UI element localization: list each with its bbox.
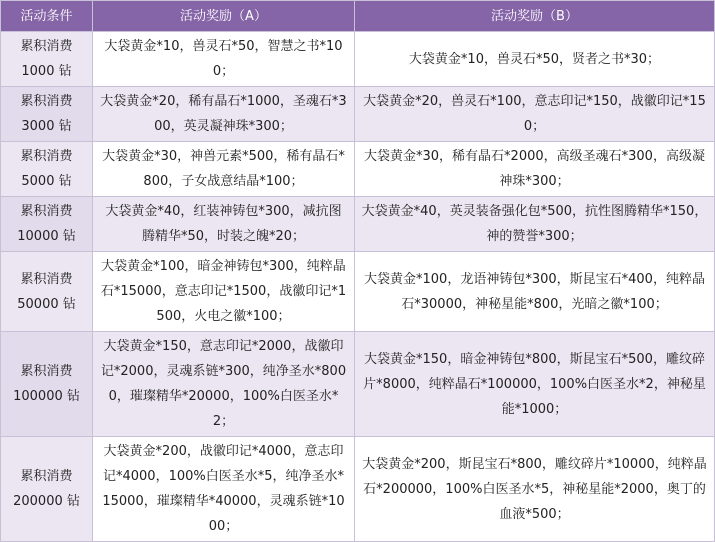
header-row bbox=[1, 1, 715, 32]
reward-a-cell: 大袋黄金*30，神兽元素*500，稀有晶石*800，子女战意结晶*100； bbox=[93, 142, 355, 197]
reward-a-cell: 大袋黄金*150，意志印记*2000，战徽印记*2000，灵魂系链*300，纯净圣水*8000，璀璨精华*20000，100%白医圣水*2； bbox=[93, 332, 355, 437]
header-reward-b: 活动奖励（B） bbox=[355, 1, 715, 32]
reward-a-cell: 大袋黄金*20，稀有晶石*1000，圣魂石*300，英灵凝神珠*300； bbox=[93, 87, 355, 142]
header-condition: 活动条件 bbox=[1, 1, 93, 32]
reward-a-cell: 大袋黄金*10，兽灵石*50，智慧之书*100； bbox=[93, 32, 355, 87]
condition-cell bbox=[1, 32, 93, 87]
condition-amount: 1000 钻 bbox=[21, 64, 72, 79]
header-reward-a: 活动奖励（A） bbox=[93, 1, 355, 32]
condition-amount: 200000 钻 bbox=[13, 494, 80, 509]
condition-cell bbox=[1, 252, 93, 332]
condition-cell bbox=[1, 142, 93, 197]
condition-cell bbox=[1, 437, 93, 542]
table-row bbox=[1, 437, 715, 542]
table-row bbox=[1, 332, 715, 437]
condition-label: 累积消费 bbox=[20, 149, 73, 164]
reward-b-cell: 大袋黄金*20，兽灵石*100，意志印记*150，战徽印记*150； bbox=[355, 87, 715, 142]
condition-label: 累积消费 bbox=[20, 39, 73, 54]
reward-b-cell: 大袋黄金*200，斯昆宝石*800，雕纹碎片*10000，纯粹晶石*200000，100%白医圣水*5，神秘星能*2000，奥丁的血液*500； bbox=[355, 437, 715, 542]
condition-label: 累积消费 bbox=[20, 94, 73, 109]
condition-cell bbox=[1, 332, 93, 437]
reward-b-cell: 大袋黄金*150，暗金神铸包*800，斯昆宝石*500，雕纹碎片*8000，纯粹晶石*100000，100%白医圣水*2，神秘星能*1000； bbox=[355, 332, 715, 437]
condition-cell bbox=[1, 87, 93, 142]
condition-amount: 50000 钻 bbox=[17, 296, 76, 312]
condition-cell bbox=[1, 197, 93, 252]
condition-amount: 5000 钻 bbox=[21, 174, 72, 189]
table-row bbox=[1, 87, 715, 142]
reward-b-cell: 大袋黄金*30，稀有晶石*2000，高级圣魂石*300，高级凝神珠*300； bbox=[355, 142, 715, 197]
reward-b-cell: 大袋黄金*10，兽灵石*50，贤者之书*30； bbox=[355, 32, 715, 87]
reward-a-cell: 大袋黄金*200，战徽印记*4000，意志印记*4000，100%白医圣水*5，纯净圣水*15000，璀璨精华*40000，灵魂系链*1000； bbox=[93, 437, 355, 542]
condition-label: 累积消费 bbox=[20, 364, 73, 379]
table-row bbox=[1, 197, 715, 252]
condition-amount: 10000 钻 bbox=[17, 229, 76, 244]
condition-label: 累积消费 bbox=[20, 204, 73, 219]
condition-label: 累积消费 bbox=[20, 271, 73, 287]
condition-amount: 100000 钻 bbox=[13, 389, 80, 404]
condition-amount: 3000 钻 bbox=[21, 119, 72, 134]
condition-label: 累积消费 bbox=[20, 469, 73, 484]
table-row bbox=[1, 32, 715, 87]
table-row bbox=[1, 252, 715, 332]
reward-b-cell: 大袋黄金*100，龙语神铸包*300，斯昆宝石*400，纯粹晶石*30000，神秘星能*800，光暗之徽*100； bbox=[355, 252, 715, 332]
reward-a-cell: 大袋黄金*100，暗金神铸包*300，纯粹晶石*15000，意志印记*1500，战徽印记*1500，火电之徽*100； bbox=[93, 252, 355, 332]
table-row bbox=[1, 142, 715, 197]
reward-a-cell: 大袋黄金*40，红装神铸包*300，减抗图腾精华*50，时装之魄*20； bbox=[93, 197, 355, 252]
reward-b-cell: 大袋黄金*40，英灵装备强化包*500，抗性图腾精华*150，神的赞誉*300； bbox=[355, 197, 715, 252]
